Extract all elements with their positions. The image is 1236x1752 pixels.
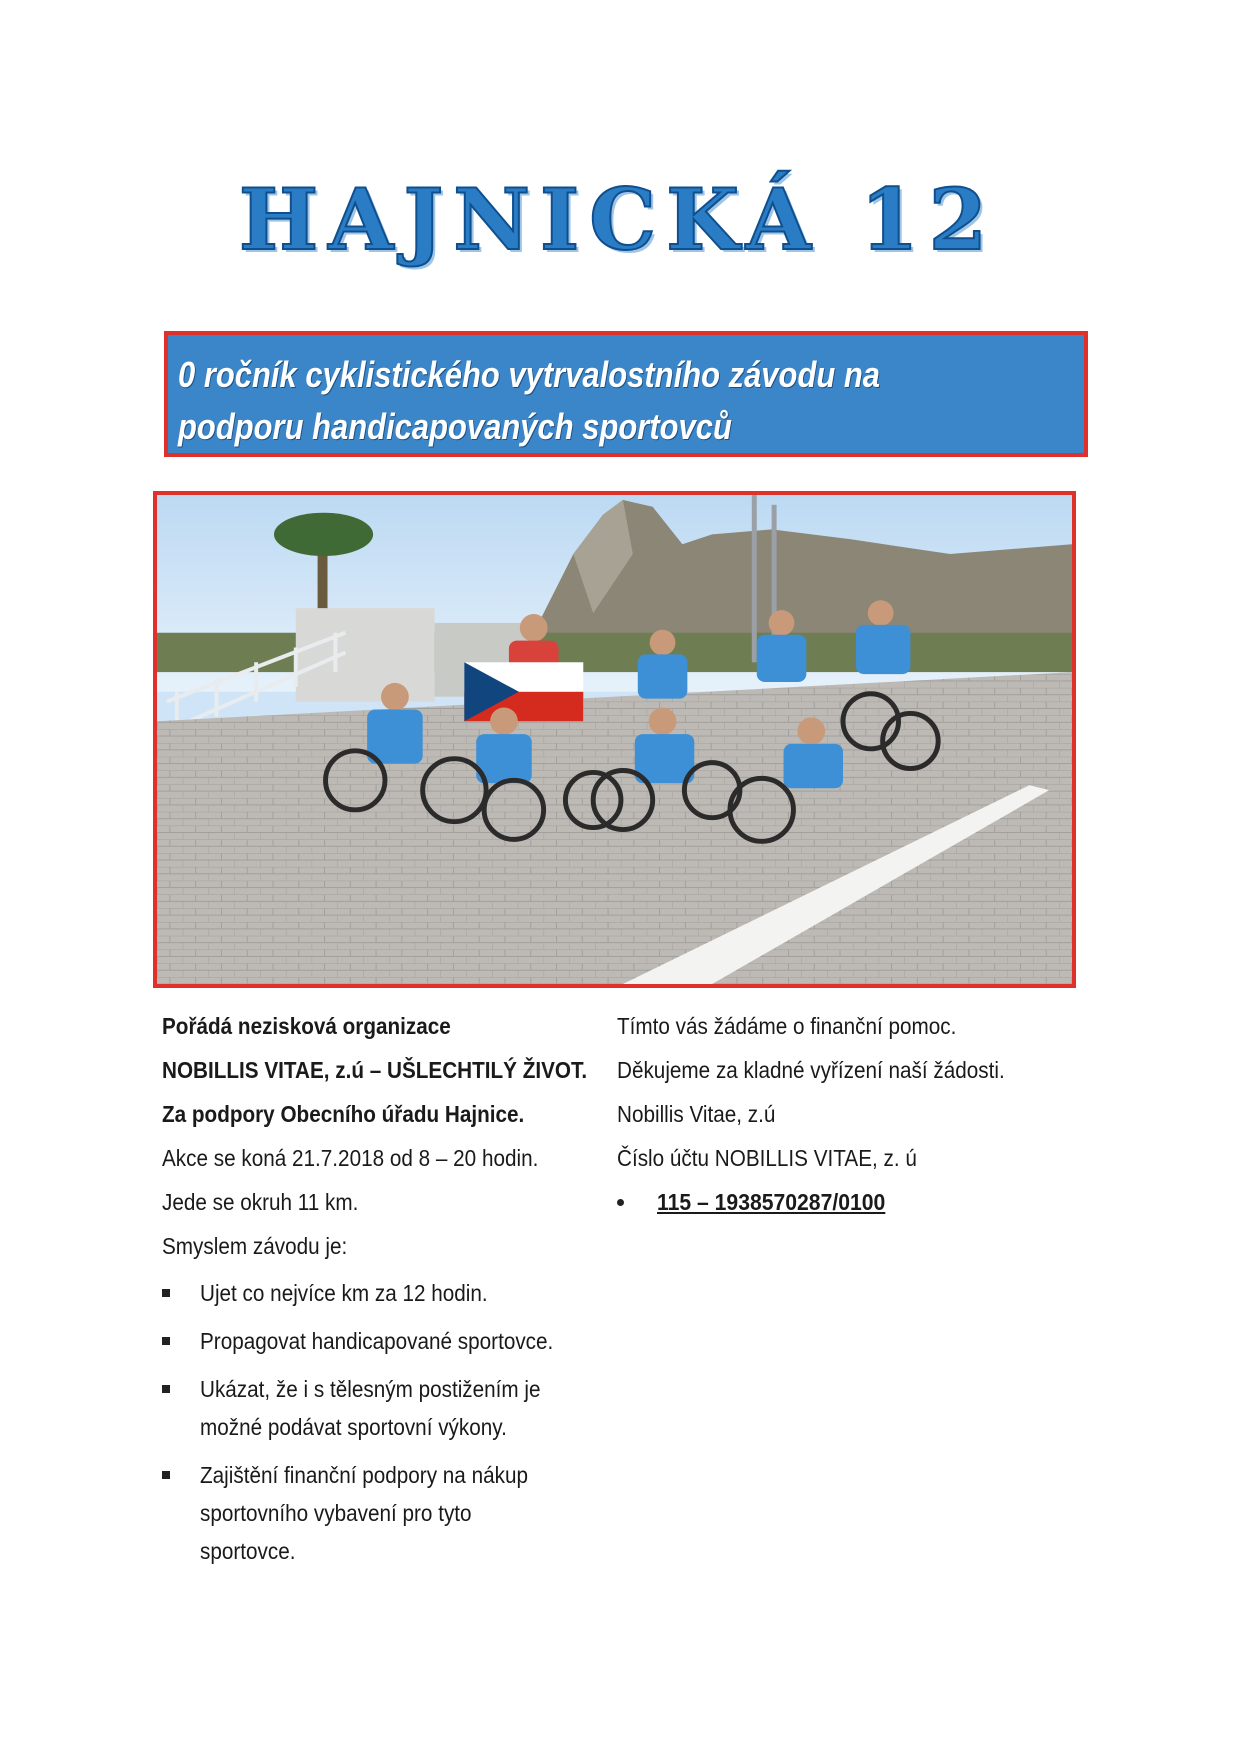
account-label: Číslo účtu NOBILLIS VITAE, z. ú xyxy=(617,1145,917,1171)
donation-request xyxy=(617,1004,1077,1224)
signature-line: Nobillis Vitae, z.ú xyxy=(617,1101,776,1127)
account-number-item xyxy=(617,1180,1077,1224)
page-title: HAJNICKÁ 12 xyxy=(238,170,998,269)
list-item: Ujet co nejvíce km za 12 hodin. xyxy=(162,1274,622,1312)
purpose-list xyxy=(162,1274,622,1570)
banner-line-1: 0 ročník cyklistického vytrvalostního závodu na xyxy=(178,354,881,395)
lap-line: Jede se okruh 11 km. xyxy=(162,1189,359,1215)
list-item: Ukázat, že i s tělesným postižením je možné podávat sportovní výkony. xyxy=(162,1370,622,1446)
square-bullet-icon xyxy=(162,1471,170,1479)
palm-crown xyxy=(274,513,373,556)
support-line: Za podpory Obecního úřadu Hajnice. xyxy=(162,1101,525,1127)
request-line: Tímto vás žádáme o finanční pomoc. xyxy=(617,1013,957,1039)
team-photo xyxy=(153,491,1076,988)
purpose-heading: Smyslem závodu je: xyxy=(162,1233,348,1259)
date-line: Akce se koná 21.7.2018 od 8 – 20 hodin. xyxy=(162,1145,539,1171)
thanks-line: Děkujeme za kladné vyřízení naší žádosti. xyxy=(617,1057,1005,1083)
event-details xyxy=(162,1004,622,1580)
subtitle-banner xyxy=(164,331,1088,457)
round-bullet-icon xyxy=(617,1199,624,1206)
organization-line: NOBILLIS VITAE, z.ú – UŠLECHTILÝ ŽIVOT. xyxy=(162,1057,588,1083)
banner-line-2: podporu handicapovaných sportovců xyxy=(178,406,732,447)
list-item: Zajištění finanční podpory na nákup sportovního vybavení pro tyto sportovce. xyxy=(162,1456,622,1570)
team-photo-illustration xyxy=(157,495,1072,984)
square-bullet-icon xyxy=(162,1289,170,1297)
square-bullet-icon xyxy=(162,1385,170,1393)
square-bullet-icon xyxy=(162,1337,170,1345)
list-item: Propagovat handicapované sportovce. xyxy=(162,1322,622,1360)
building xyxy=(296,608,435,701)
account-number: 115 – 1938570287/0100 xyxy=(657,1189,886,1215)
organizer-line: Pořádá nezisková organizace xyxy=(162,1013,451,1039)
